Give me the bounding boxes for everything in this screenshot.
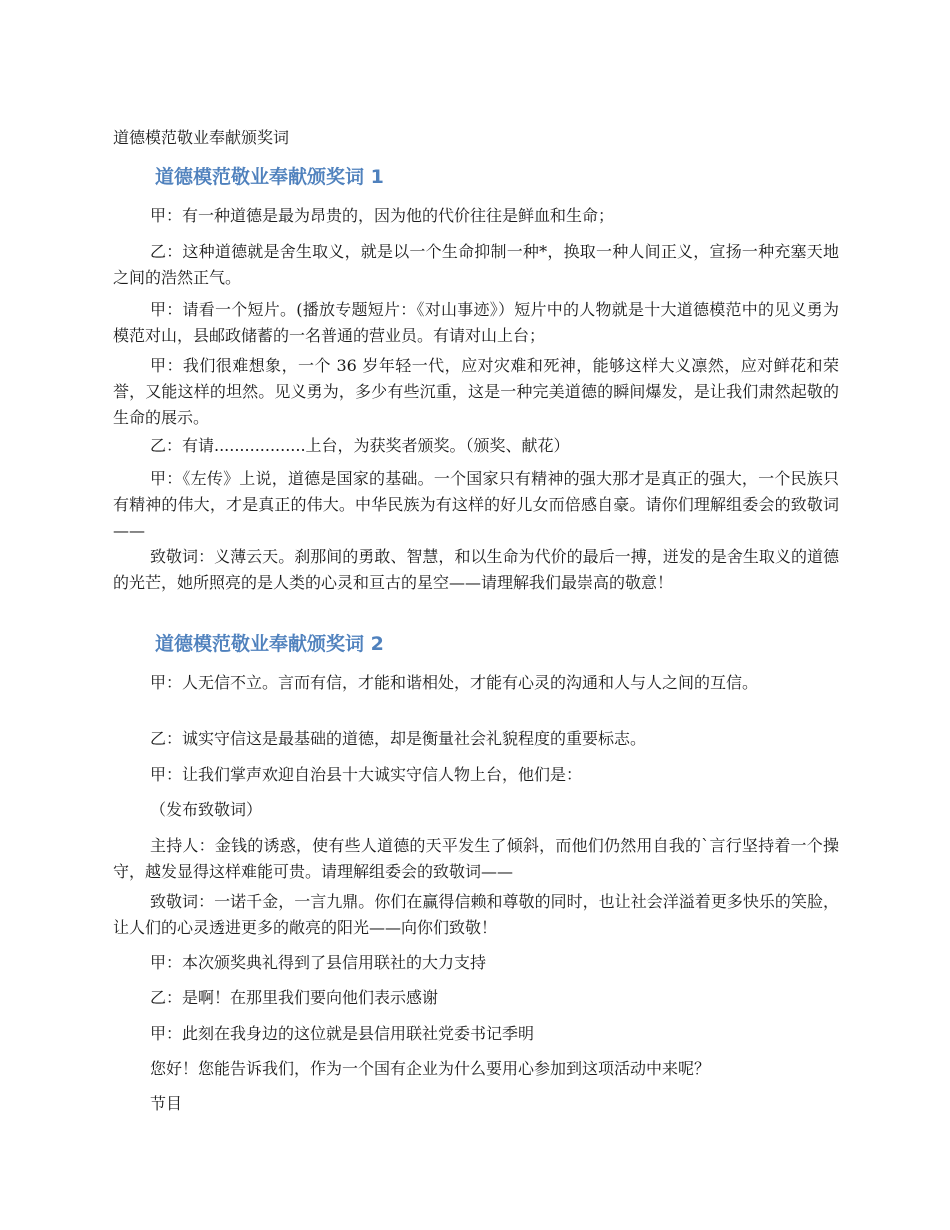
paragraph: 甲：我们很难想象，一个 36 岁年轻一代，应对灾难和死神，能够这样大义凛然，应对鲜花和荣誉，又能这样的坦然。见义勇为，多少有些沉重，这是一种完美道德的瞬间爆发，是让我们肃然起敬的生命的展示。 — [113, 356, 839, 427]
paragraph: 致敬词：一诺千金，一言九鼎。你们在赢得信赖和尊敬的同时，也让社会洋溢着更多快乐的笑脸，让人们的心灵透进更多的敞亮的阳光——向你们致敬！ — [113, 892, 839, 937]
paragraph: 您好！您能告诉我们，作为一个国有企业为什么要用心参加到这项活动中来呢？ — [150, 1059, 711, 1078]
paragraph: 致敬词：义薄云天。刹那间的勇敢、智慧，和以生命为代价的最后一搏，迸发的是舍生取义的道德的光芒，她所照亮的是人类的心灵和亘古的星空——请理解我们最崇高的敬意！ — [113, 547, 839, 592]
paragraph: 乙：是啊！在那里我们要向他们表示感谢 — [150, 988, 439, 1007]
paragraph: 甲：人无信不立。言而有信，才能和谐相处，才能有心灵的沟通和人与人之间的互信。 — [150, 673, 759, 692]
paragraph: 甲：请看一个短片。(播放专题短片：《对山事迹》）短片中的人物就是十大道德模范中的见义勇为模范对山，县邮政储蓄的一名普通的营业员。有请对山上台； — [113, 300, 839, 345]
paragraph: 节目 — [150, 1094, 183, 1113]
section-1-heading: 道德模范敬业奉献颁奖词 1 — [155, 166, 384, 188]
paragraph: 甲：《左传》上说，道德是国家的基础。一个国家只有精神的强大那才是真正的强大，一个民族只有精神的伟大，才是真正的伟大。中华民族为有这样的好儿女而倍感自豪。请你们理解组委会的致敬词—— — [113, 469, 839, 540]
paragraph: （发布致敬词） — [150, 800, 263, 819]
paragraph: 甲：此刻在我身边的这位就是县信用联社党委书记季明 — [150, 1024, 535, 1043]
paragraph: 乙：诚实守信这是最基础的道德，却是衡量社会礼貌程度的重要标志。 — [150, 729, 647, 748]
document-title: 道德模范敬业奉献颁奖词 — [113, 128, 290, 147]
paragraph: 乙：有请..................上台，为获奖者颁奖。（颁奖、献花） — [150, 436, 570, 455]
section-2-heading: 道德模范敬业奉献颁奖词 2 — [155, 633, 384, 655]
paragraph: 甲：让我们掌声欢迎自治县十大诚实守信人物上台，他们是： — [150, 765, 583, 784]
paragraph: 甲：有一种道德是最为昂贵的，因为他的代价往往是鲜血和生命； — [150, 206, 615, 225]
paragraph: 甲：本次颁奖典礼得到了县信用联社的大力支持 — [150, 953, 487, 972]
paragraph: 主持人：金钱的诱惑，使有些人道德的天平发生了倾斜，而他们仍然用自我的`言行坚持着一个操守，越发显得这样难能可贵。请理解组委会的致敬词—— — [113, 836, 839, 881]
paragraph: 乙：这种道德就是舍生取义，就是以一个生命抑制一种*，换取一种人间正义，宣扬一种充塞天地之间的浩然正气。 — [113, 242, 839, 287]
